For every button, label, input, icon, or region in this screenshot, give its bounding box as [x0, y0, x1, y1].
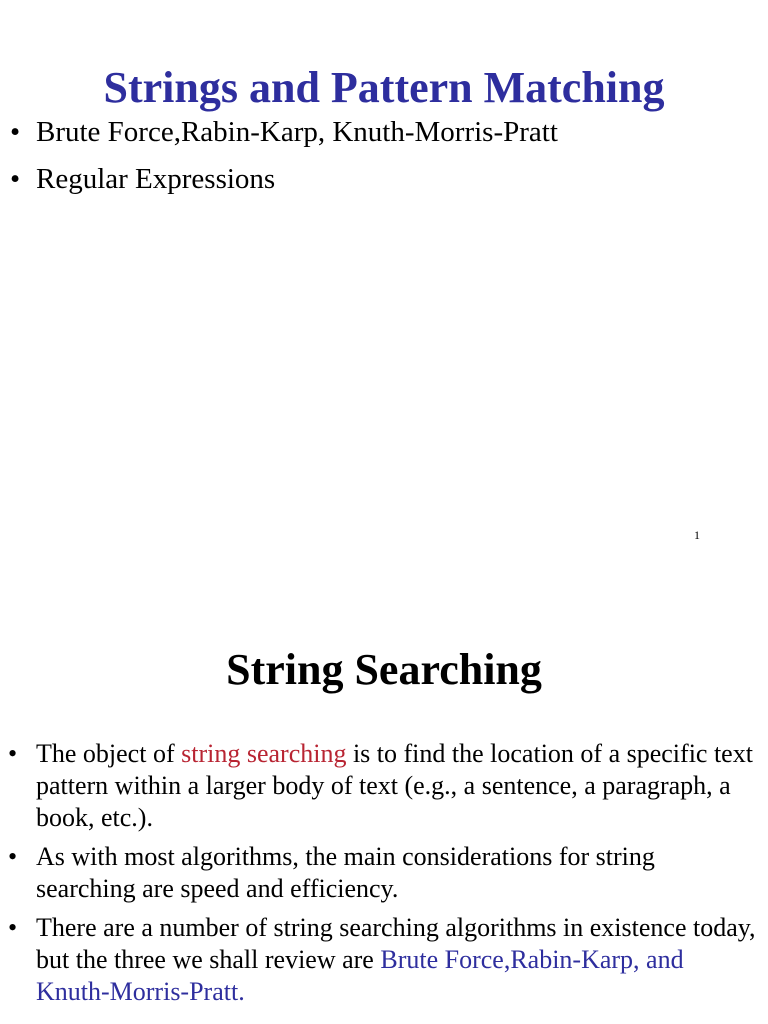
page-number: 1: [694, 528, 700, 542]
slide-2-bullet-item: [8, 841, 758, 905]
bullet-icon: •: [10, 163, 21, 195]
highlight-algorithms: Brute Force,Rabin-Karp, and Knuth-Morris-Pratt.: [36, 945, 684, 1006]
bullet-text-before: There are a number of string searching algorithms in existence today, but the three we shall review are: [36, 913, 756, 974]
slide-2-title: String Searching: [226, 645, 542, 694]
highlight-term: string searching: [181, 739, 347, 768]
slide-1-title: Strings and Pattern Matching: [103, 63, 665, 112]
bullet-text: As with most algorithms, the main considerations for string searching are speed and efficiency.: [36, 842, 655, 903]
slide-2-bullet-item: [8, 738, 758, 834]
slide-2: [0, 620, 768, 1024]
bullet-icon: •: [8, 739, 18, 768]
bullet-icon: •: [8, 913, 18, 942]
slide-1-bullet-text: Regular Expressions: [36, 163, 276, 195]
bullet-text-before: The object of: [36, 739, 182, 768]
slide-1-bullet-list: [10, 114, 750, 208]
slide-2-bullet-item: [8, 912, 758, 1008]
slide-1-bullet-text: Brute Force,Rabin-Karp, Knuth-Morris-Pratt: [36, 116, 558, 148]
slide-2-bullet-list: [8, 738, 758, 1015]
slide-1-bullet-item: [10, 114, 750, 150]
bullet-icon: •: [8, 842, 18, 871]
bullet-icon: •: [10, 116, 21, 148]
slide-1-bullet-item: [10, 161, 750, 197]
bullet-text-after: is to find the location of a specific text pattern within a larger body of text (e.g., a sentence, a paragraph, a book, etc.).: [36, 739, 753, 832]
